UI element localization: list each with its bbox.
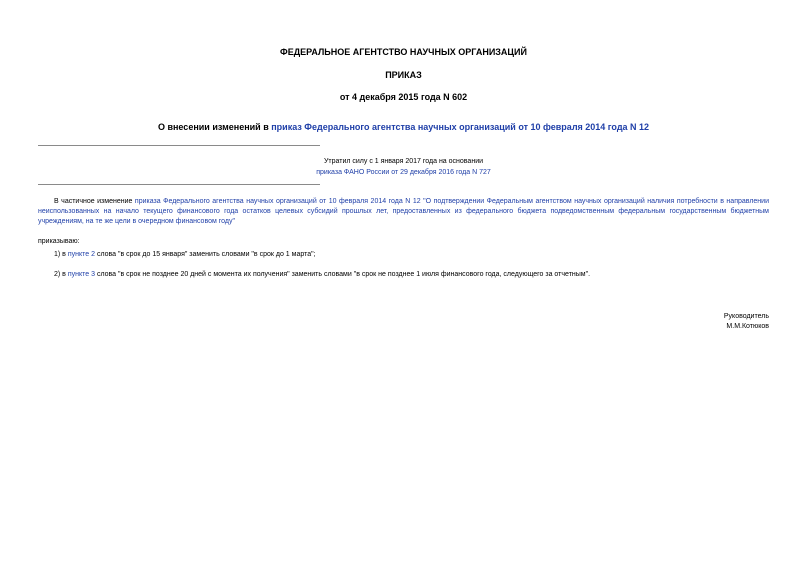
repealing-order-link[interactable]: приказа ФАНО России от 29 декабря 2016 года N 727 [316,169,491,176]
divider-top [38,145,320,146]
document-type: ПРИКАЗ [385,70,422,80]
status-note-line [0,168,807,178]
order-item-1-prefix: 1) в [54,251,68,258]
divider-bottom [38,184,320,185]
item-1-clause-link[interactable]: пункте 2 [67,251,95,258]
order-item-1-text: слова "в срок до 15 января" заменить словами "в срок до 1 марта"; [95,251,316,258]
order-item-2 [54,270,590,280]
intro-prefix: В частичное изменение [54,198,135,205]
signer-name: М.М.Котюков [726,323,769,330]
order-item-2-text: слова "в срок не позднее 20 дней с момента их получения" заменить словами "в срок не позднее 1 июля финансового года, следующего за отчетным". [95,271,591,278]
status-note-text: Утратил силу с 1 января 2017 года на основании [323,158,484,165]
amended-order-link[interactable]: приказ Федерального агентства научных организаций от 10 февраля 2014 года N 12 [271,122,650,132]
intro-order-link[interactable]: приказа Федерального агентства научных организаций от 10 февраля 2014 года N 12 "О подтверждении Федеральным агентством научных организаций наличия потребности в направлении неиспользованных на начало текущего финансового года остатков целевых субсидий прошлых лет, предоставленных из федерального бюджета подведомственным федеральным государственным бюджетным учреждениям, на те же цели в очередном финансовом году" [38,198,769,225]
document-title [0,122,807,133]
document-date-number: от 4 декабря 2015 года N 602 [339,92,468,102]
order-word: приказываю: [38,238,80,245]
order-item-1 [54,250,316,260]
intro-paragraph [38,197,769,227]
item-2-clause-link[interactable]: пункте 3 [67,271,95,278]
agency-name: ФЕДЕРАЛЬНОЕ АГЕНТСТВО НАУЧНЫХ ОРГАНИЗАЦИЙ [280,47,527,57]
document-title-prefix: О внесении изменений в [157,122,272,132]
signer-role: Руководитель [723,313,769,320]
order-item-2-prefix: 2) в [54,271,68,278]
